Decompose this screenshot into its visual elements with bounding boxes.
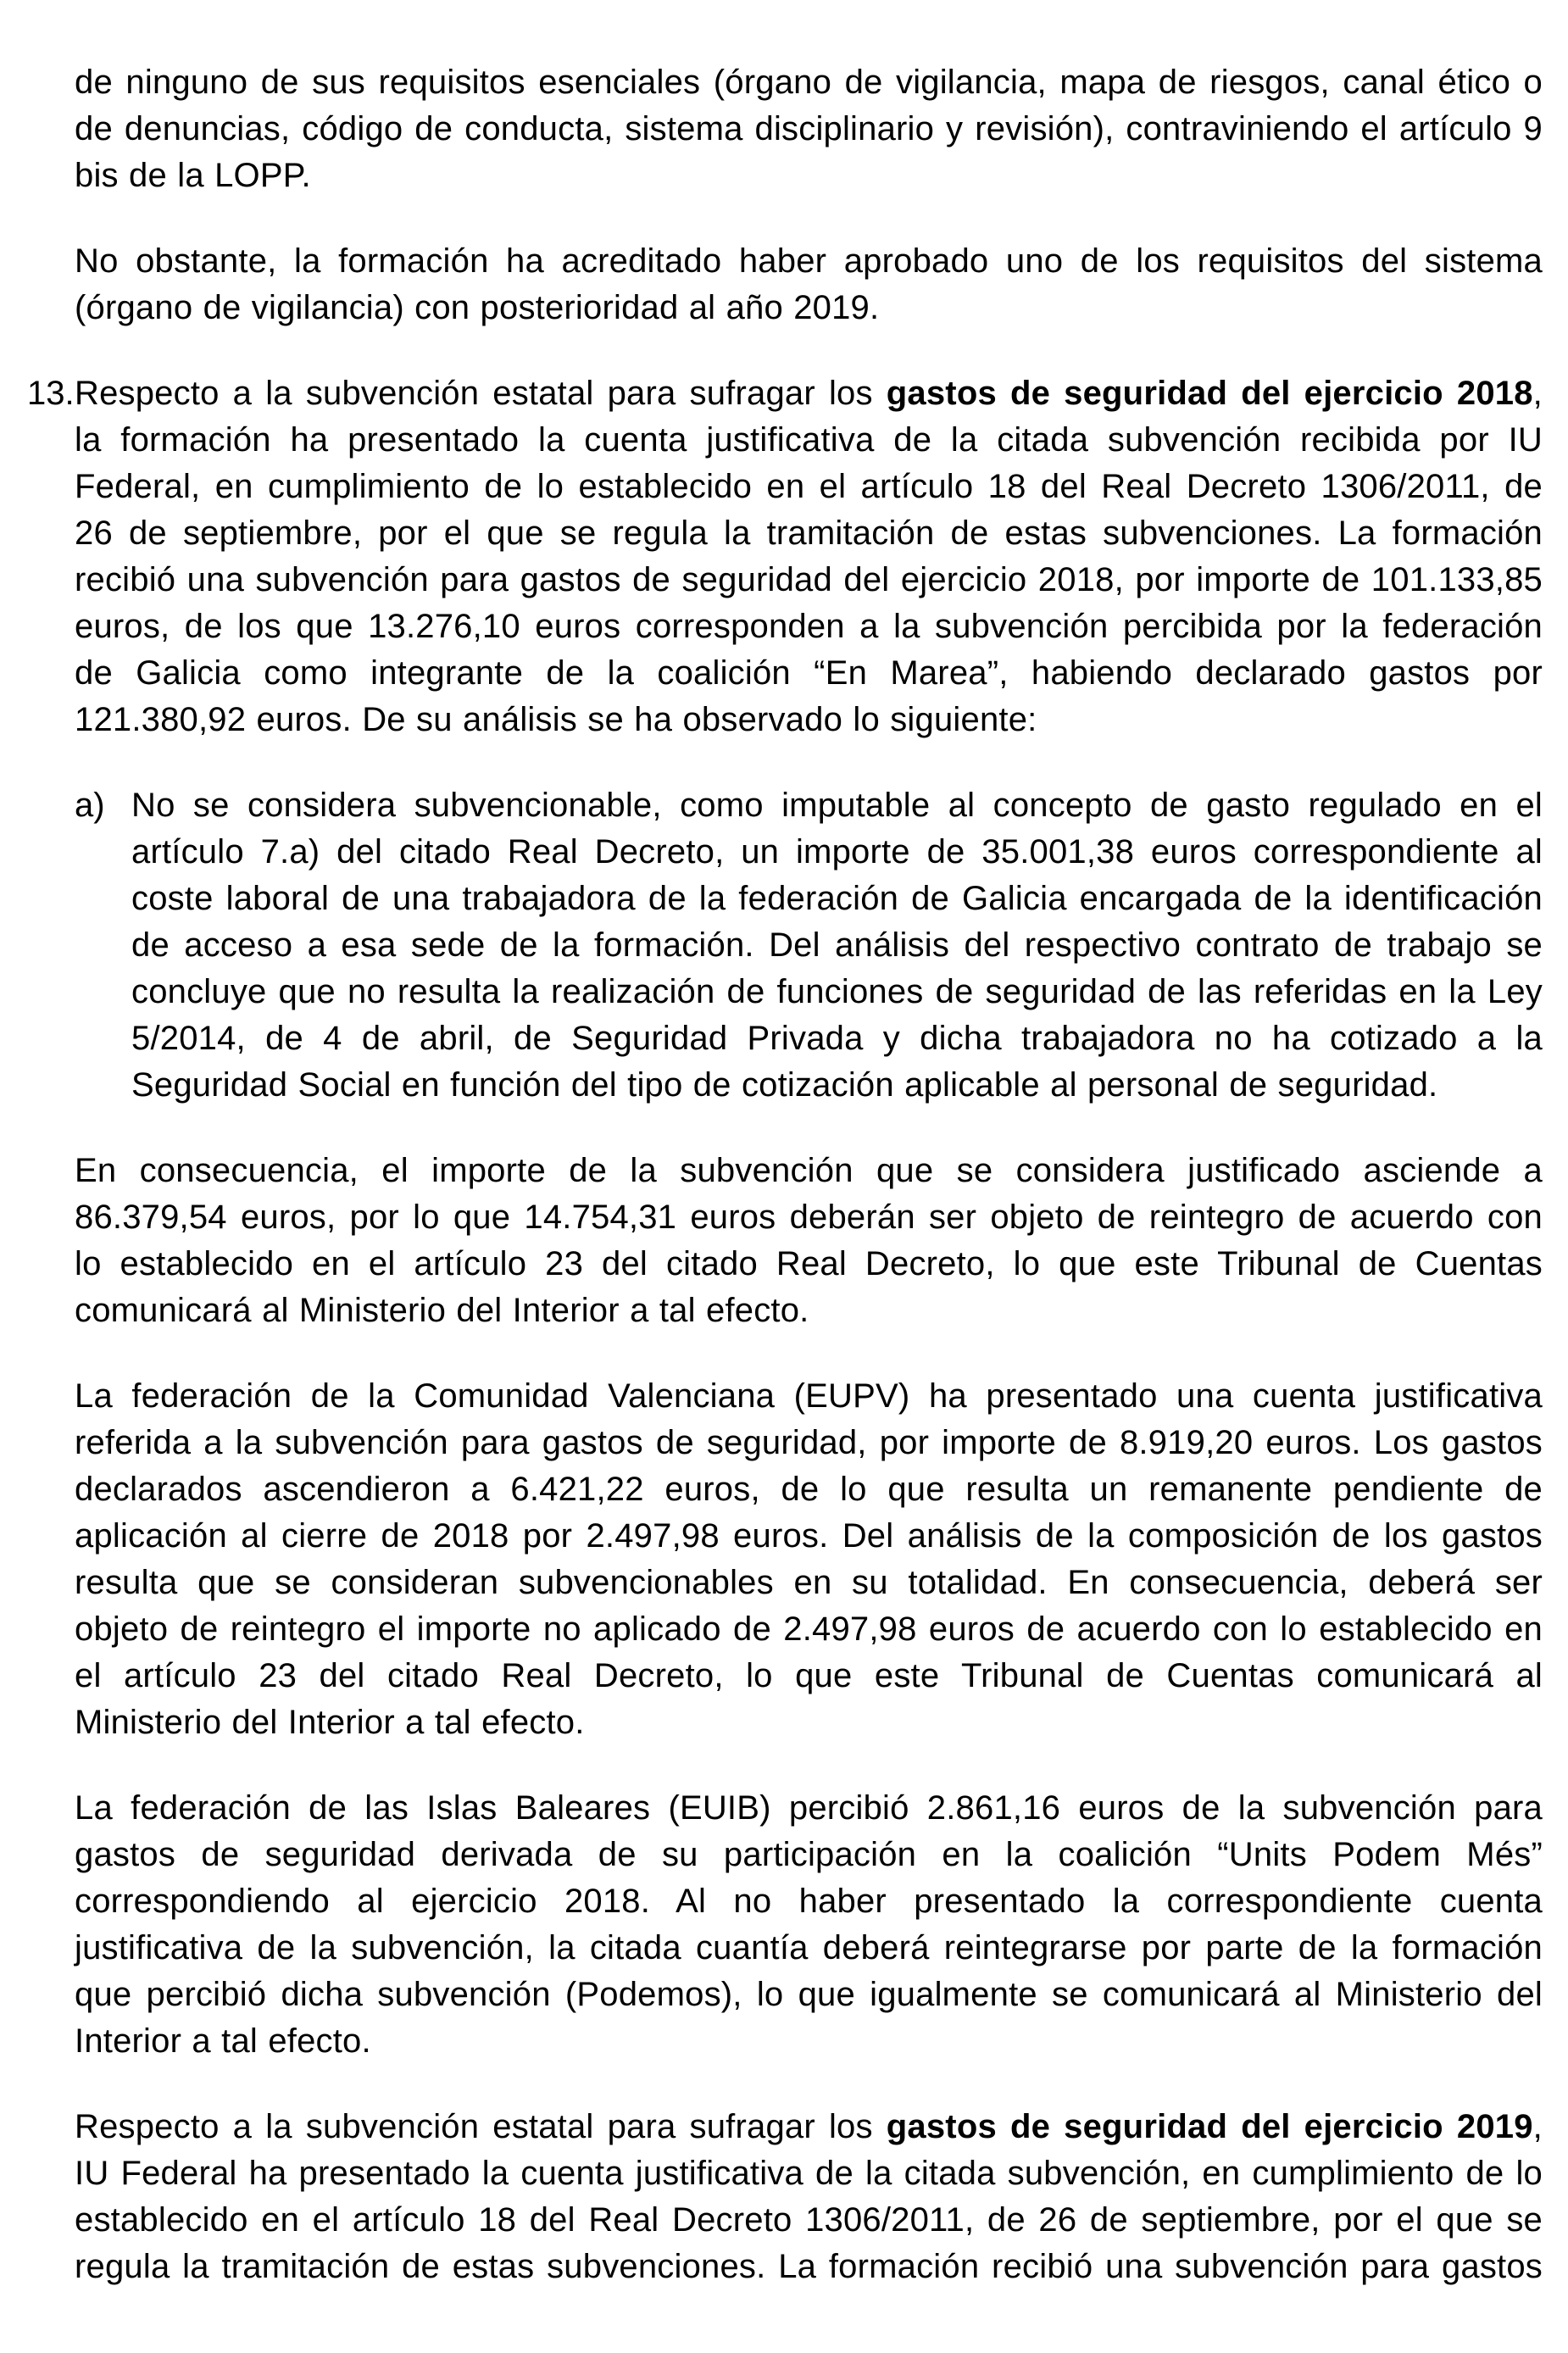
text-line: 26 de septiembre, por el que se regula la tramitación de estas subvenciones. La formación (75, 515, 1543, 552)
text-line: La federación de la Comunidad Valenciana (EUPV) ha presentado una cuenta justificativa (75, 1377, 1543, 1415)
paragraph-subvencion-seguridad-2019 (75, 2104, 1543, 2290)
bold-text: gastos de seguridad del ejercicio 2019 (886, 2108, 1533, 2145)
text-line: Federal, en cumplimiento de lo establecido en el artículo 18 del Real Decreto 1306/2011, de (75, 468, 1543, 505)
text-line: 121.380,92 euros. De su análisis se ha observado lo siguiente: (75, 701, 1037, 738)
list-item-13-subvencion-seguridad-2018 (27, 370, 1543, 743)
text-line: objeto de reintegro el importe no aplicado de 2.497,98 euros de acuerdo con lo establecido en (75, 1610, 1543, 1648)
text-line: resulta que se consideran subvencionables en su totalidad. En consecuencia, deberá ser (75, 1564, 1543, 1601)
text-line: coste laboral de una trabajadora de la federación de Galicia encargada de la identificación (131, 880, 1543, 917)
text-line: gastos de seguridad derivada de su participación en la coalición “Units Podem Més” (75, 1836, 1543, 1873)
text-line: referida a la subvención para gastos de seguridad, por importe de 8.919,20 euros. Los gastos (75, 1424, 1543, 1461)
text-line: aplicación al cierre de 2018 por 2.497,98 euros. Del análisis de la composición de los gastos (75, 1517, 1543, 1555)
paragraph-continuation-compliance-system (75, 59, 1543, 199)
paragraph-en-consecuencia-reintegro (75, 1148, 1543, 1334)
paragraph-no-obstante (75, 238, 1543, 331)
text-line: (órgano de vigilancia) con posterioridad al año 2019. (75, 289, 880, 326)
text-line: No se considera subvencionable, como imputable al concepto de gasto regulado en el (131, 787, 1543, 824)
list-marker: 13. (27, 375, 75, 412)
text-line: Respecto a la subvención estatal para sufragar los gastos de seguridad del ejercicio 2019, (75, 2108, 1543, 2145)
text-line: No obstante, la formación ha acreditado haber aprobado uno de los requisitos del sistema (75, 242, 1543, 280)
text-line: de ninguno de sus requisitos esenciales (órgano de vigilancia, mapa de riesgos, canal ético o (75, 64, 1543, 101)
text-line: Seguridad Social en función del tipo de cotización aplicable al personal de seguridad. (131, 1066, 1438, 1104)
text-line: de denuncias, código de conducta, sistema disciplinario y revisión), contraviniendo el artículo 9 (75, 110, 1543, 147)
text-line: euros, de los que 13.276,10 euros corresponden a la subvención percibida por la federación (75, 608, 1543, 645)
text-line: recibió una subvención para gastos de seguridad del ejercicio 2018, por importe de 101.133,85 (75, 561, 1543, 598)
list-marker: a) (75, 787, 105, 824)
text-line: que percibió dicha subvención (Podemos), lo que igualmente se comunicará al Ministerio del (75, 1976, 1543, 2013)
text-line: regula la tramitación de estas subvenciones. La formación recibió una subvención para gastos (75, 2248, 1543, 2285)
text-line: lo establecido en el artículo 23 del citado Real Decreto, lo que este Tribunal de Cuentas (75, 1245, 1543, 1282)
bold-text: gastos de seguridad del ejercicio 2018 (886, 375, 1533, 412)
text-line: de Galicia como integrante de la coalición “En Marea”, habiendo declarado gastos por (75, 654, 1543, 692)
text-line: Respecto a la subvención estatal para sufragar los gastos de seguridad del ejercicio 2018, (75, 375, 1543, 412)
text-line: la formación ha presentado la cuenta justificativa de la citada subvención recibida por IU (75, 421, 1543, 459)
document-content (27, 59, 1543, 2290)
text-line: En consecuencia, el importe de la subvención que se considera justificado asciende a (75, 1152, 1543, 1189)
text-line: declarados ascendieron a 6.421,22 euros, de lo que resulta un remanente pendiente de (75, 1471, 1543, 1508)
paragraph-federacion-euib (75, 1785, 1543, 2065)
text-line: correspondiendo al ejercicio 2018. Al no haber presentado la correspondiente cuenta (75, 1883, 1543, 1920)
text-line: La federación de las Islas Baleares (EUIB) percibió 2.861,16 euros de la subvención para (75, 1789, 1543, 1827)
text-line: concluye que no resulta la realización de funciones de seguridad de las referidas en la Ley (131, 973, 1543, 1010)
text-line: artículo 7.a) del citado Real Decreto, un importe de 35.001,38 euros correspondiente al (131, 833, 1543, 871)
text-line: bis de la LOPP. (75, 157, 311, 194)
text-line: de acceso a esa sede de la formación. Del análisis del respectivo contrato de trabajo se (131, 926, 1543, 964)
text-line: comunicará al Ministerio del Interior a tal efecto. (75, 1292, 809, 1329)
text-line: 86.379,54 euros, por lo que 14.754,31 euros deberán ser objeto de reintegro de acuerdo con (75, 1199, 1543, 1236)
text-line: justificativa de la subvención, la citada cuantía deberá reintegrarse por parte de la formación (75, 1929, 1543, 1966)
text-line: Interior a tal efecto. (75, 2022, 371, 2060)
text-line: establecido en el artículo 18 del Real Decreto 1306/2011, de 26 de septiembre, por el que se (75, 2201, 1543, 2239)
text-line: IU Federal ha presentado la cuenta justificativa de la citada subvención, en cumplimiento de lo (75, 2155, 1543, 2192)
list-item-a-no-subvencionable (75, 782, 1543, 1109)
text-line: el artículo 23 del citado Real Decreto, lo que este Tribunal de Cuentas comunicará al (75, 1657, 1543, 1694)
text-line: Ministerio del Interior a tal efecto. (75, 1704, 585, 1741)
text-line: 5/2014, de 4 de abril, de Seguridad Privada y dicha trabajadora no ha cotizado a la (131, 1020, 1543, 1057)
paragraph-federacion-eupv (75, 1373, 1543, 1746)
